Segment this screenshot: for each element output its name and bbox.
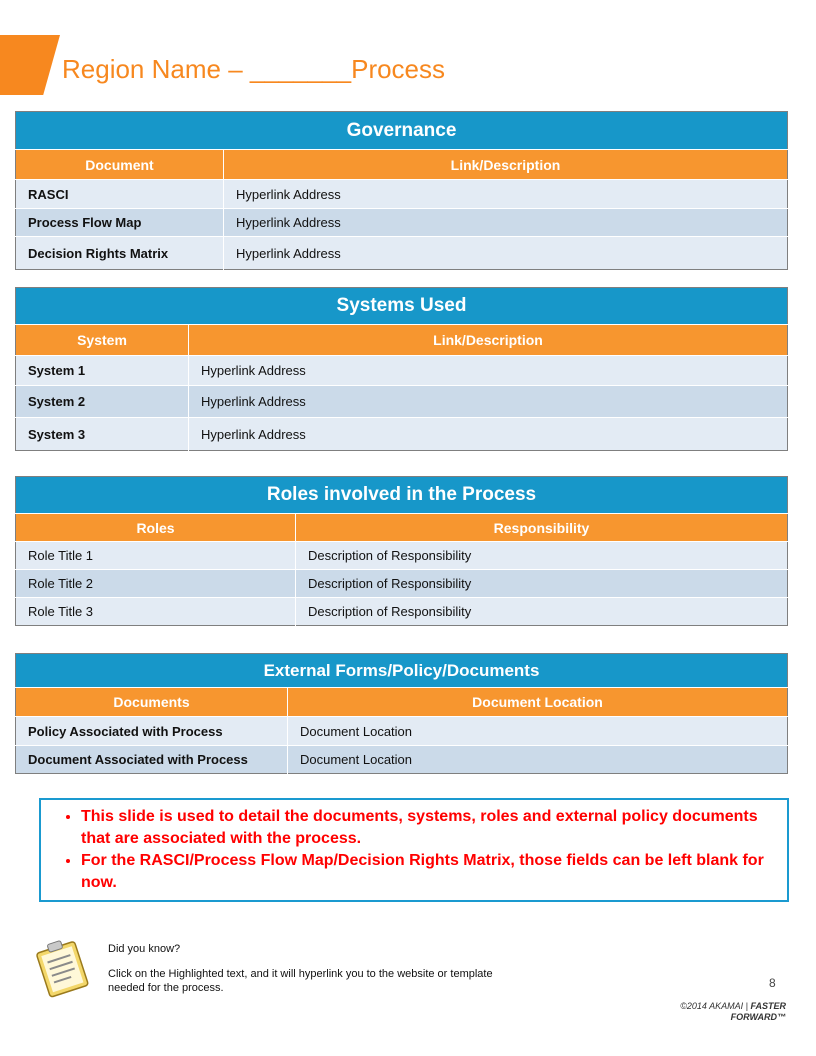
tip-body: Click on the Highlighted text, and it will hyperlink you to the website or template needed for the process. <box>108 968 493 994</box>
table-row <box>16 386 788 418</box>
system-name: System 1 <box>16 356 189 386</box>
table-row <box>16 237 788 270</box>
did-you-know-tip <box>108 942 528 1006</box>
title-accent-shape <box>0 35 60 95</box>
systems-col-system: System <box>16 325 189 356</box>
table-row <box>16 356 788 386</box>
footer-separator: | <box>745 1001 748 1011</box>
roles-col-roles: Roles <box>16 514 296 542</box>
table-row <box>16 418 788 451</box>
role-title: Role Title 2 <box>16 570 296 598</box>
hyperlink-address[interactable]: Hyperlink Address <box>224 237 788 270</box>
external-doc-name: Policy Associated with Process <box>16 717 288 746</box>
systems-table <box>15 287 788 451</box>
table-row <box>16 570 788 598</box>
role-responsibility: Description of Responsibility <box>296 570 788 598</box>
hyperlink-address[interactable]: Hyperlink Address <box>224 180 788 209</box>
role-title: Role Title 3 <box>16 598 296 626</box>
governance-table <box>15 111 788 270</box>
instruction-note-box <box>39 798 789 902</box>
hyperlink-address[interactable]: Hyperlink Address <box>189 356 788 386</box>
external-col-documents: Documents <box>16 688 288 717</box>
table-row <box>16 598 788 626</box>
table-row <box>16 180 788 209</box>
tip-heading: Did you know? <box>108 943 181 955</box>
governance-col-link: Link/Description <box>224 150 788 180</box>
table-row <box>16 209 788 237</box>
role-title: Role Title 1 <box>16 542 296 570</box>
systems-title: Systems Used <box>16 288 788 325</box>
role-responsibility: Description of Responsibility <box>296 598 788 626</box>
tagline-line2: FORWARD™ <box>730 1012 786 1022</box>
roles-table <box>15 476 788 626</box>
instruction-list <box>51 806 773 894</box>
page-title: Region Name – _______Process <box>62 54 446 84</box>
system-name: System 3 <box>16 418 189 451</box>
notepad-icon <box>28 938 98 998</box>
governance-row-name: RASCI <box>16 180 224 209</box>
external-doc-name: Document Associated with Process <box>16 746 288 774</box>
table-row <box>16 542 788 570</box>
table-row <box>16 717 788 746</box>
systems-col-link: Link/Description <box>189 325 788 356</box>
table-row <box>16 746 788 774</box>
governance-title: Governance <box>16 112 788 150</box>
instruction-bullet: • For the RASCI/Process Flow Map/Decision Rights Matrix, those fields can be left blank for now. <box>81 850 773 894</box>
role-responsibility: Description of Responsibility <box>296 542 788 570</box>
system-name: System 2 <box>16 386 189 418</box>
document-location[interactable]: Document Location <box>288 746 788 774</box>
copyright-text: ©2014 AKAMAI <box>680 1001 744 1011</box>
external-col-location: Document Location <box>288 688 788 717</box>
hyperlink-address[interactable]: Hyperlink Address <box>189 386 788 418</box>
external-documents-table <box>15 653 788 774</box>
footer-copyright <box>680 1001 786 1023</box>
governance-col-document: Document <box>16 150 224 180</box>
page-number: 8 <box>769 976 776 990</box>
tagline-line1: FASTER <box>750 1001 786 1011</box>
roles-col-responsibility: Responsibility <box>296 514 788 542</box>
hyperlink-address[interactable]: Hyperlink Address <box>224 209 788 237</box>
instruction-bullet: • This slide is used to detail the documents, systems, roles and external policy documents that are associated with the process. <box>81 806 773 850</box>
governance-row-name: Process Flow Map <box>16 209 224 237</box>
hyperlink-address[interactable]: Hyperlink Address <box>189 418 788 451</box>
document-location[interactable]: Document Location <box>288 717 788 746</box>
governance-row-name: Decision Rights Matrix <box>16 237 224 270</box>
external-title: External Forms/Policy/Documents <box>16 654 788 688</box>
roles-title: Roles involved in the Process <box>16 477 788 514</box>
